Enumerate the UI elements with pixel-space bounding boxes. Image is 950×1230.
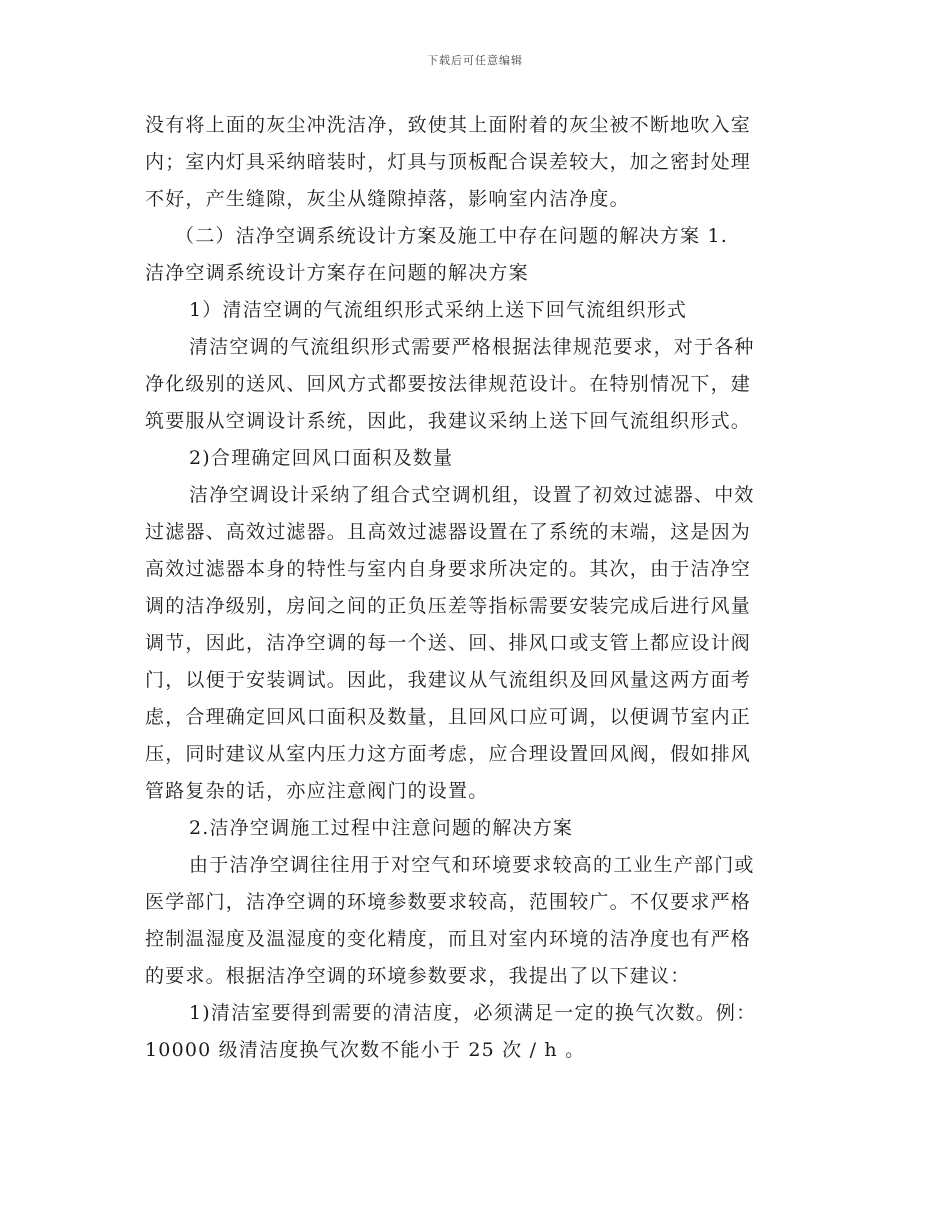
text-line: 控制温湿度及温湿度的变化精度，而且对室内环境的洁净度也有严格 — [145, 928, 752, 950]
text-line: 医学部门，洁净空调的环境参数要求较高，范围较广。不仅要求严格 — [145, 891, 752, 913]
text-line: 调节，因此，洁净空调的每一个送、回、排风口或支管上都应设计阀 — [145, 632, 752, 654]
text-line: 调的洁净级别，房间之间的正负压差等指标需要安装完成后进行风量 — [145, 595, 752, 617]
text-line: 高效过滤器本身的特性与室内自身要求所决定的。其次，由于洁净空 — [145, 558, 752, 580]
subheading: 2.洁净空调施工过程中注意问题的解决方案 — [189, 817, 574, 839]
text-line: 的要求。根据洁净空调的环境参数要求，我提出了以下建议： — [145, 965, 691, 987]
text-line: 净化级别的送风、回风方式都要按法律规范设计。在特别情况下，建 — [145, 373, 752, 395]
text-line: 没有将上面的灰尘冲洗洁净，致使其上面附着的灰尘被不断地吹入室 — [145, 114, 752, 136]
text-line: 清洁空调的气流组织形式需要严格根据法律规范要求，对于各种 — [189, 336, 755, 358]
document-body — [145, 107, 805, 1069]
subheading: 1）清洁空调的气流组织形式采纳上送下回气流组织形式 — [189, 299, 688, 321]
page-header: 下载后可任意编辑 — [427, 54, 523, 67]
subheading: 2)合理确定回风口面积及数量 — [189, 447, 454, 469]
text-line: 洁净空调设计采纳了组合式空调机组，设置了初效过滤器、中效 — [189, 484, 755, 506]
text-line: 内；室内灯具采纳暗装时，灯具与顶板配合误差较大，加之密封处理 — [145, 151, 752, 173]
text-line: 1)清洁室要得到需要的清洁度，必须满足一定的换气次数。例： — [189, 1002, 757, 1024]
section-heading-continued: 洁净空调系统设计方案存在问题的解决方案 — [145, 262, 529, 284]
text-line: 门，以便于安装调试。因此，我建议从气流组织及回风量这两方面考 — [145, 669, 752, 691]
text-line: 过滤器、高效过滤器。且高效过滤器设置在了系统的末端，这是因为 — [145, 521, 752, 543]
text-line: 虑，合理确定回风口面积及数量，且回风口应可调，以便调节室内正 — [145, 706, 752, 728]
text-line: 筑要服从空调设计系统，因此，我建议采纳上送下回气流组织形式。 — [145, 410, 752, 432]
text-line: 管路复杂的话，亦应注意阀门的设置。 — [145, 780, 489, 802]
text-line: 由于洁净空调往往用于对空气和环境要求较高的工业生产部门或 — [189, 854, 755, 876]
text-line: 压，同时建议从室内压力这方面考虑，应合理设置回风阀，假如排风 — [145, 743, 752, 765]
text-line: 10000 级清洁度换气次数不能小于 25 次 / h 。 — [145, 1039, 586, 1061]
text-line: 不好，产生缝隙，灰尘从缝隙掉落，影响室内洁净度。 — [145, 188, 630, 210]
section-heading: （二）洁净空调系统设计方案及施工中存在问题的解决方案 1. — [175, 225, 728, 247]
